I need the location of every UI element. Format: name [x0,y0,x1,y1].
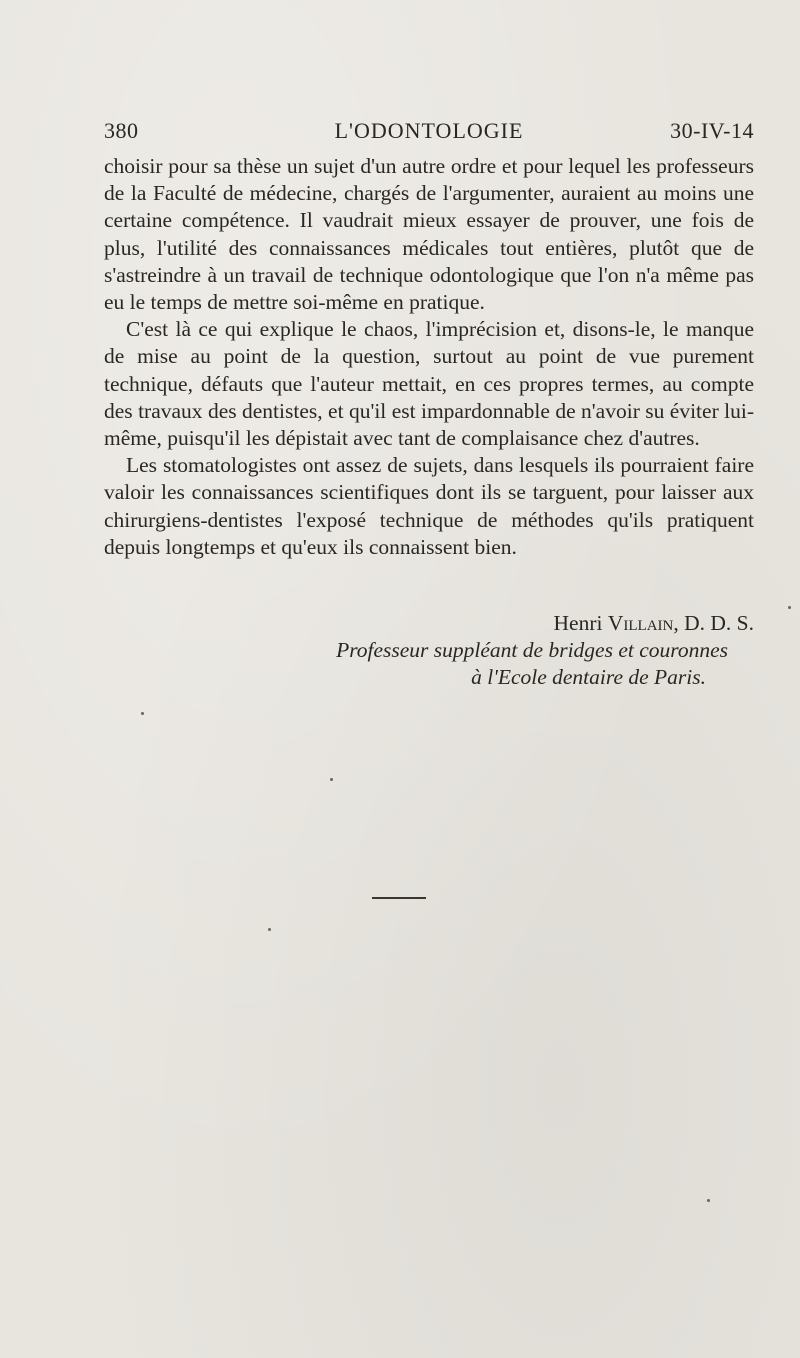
page-number: 380 [104,118,139,143]
author-last-name: Villain [607,611,674,635]
scan-speck [141,712,144,715]
scan-speck [330,778,333,781]
paragraph-2: C'est là ce qui explique le chaos, l'imprécision et, disons-le, le manque de mise au point de la question, surtout au point de vue purement technique, défauts que l'auteur mettait, en ces propres termes, au compte des travaux des dentistes, et qu'il est impardonnable de n'avoir su éviter lui-même, puisqu'il les dépistait avec tant de complaisance chez d'autres. [104,317,754,451]
section-divider [372,897,426,899]
article-body [104,153,754,561]
scan-speck [788,606,791,609]
running-header [104,118,754,148]
author-first-name: Henri [553,611,603,635]
journal-title: L'ODONTOLOGIE [334,118,524,143]
author-signature [104,610,754,637]
scan-speck [268,928,271,931]
paragraph-3: Les stomatologistes ont assez de sujets, dans lesquels ils pourraient faire valoir les connaissances scientifiques dont ils se targuent, pour laisser aux chirurgiens-dentistes l'exposé technique de méthodes qu'ils pratiquent depuis longtemps et qu'eux ils connaissent bien. [104,453,754,559]
author-school: à l'Ecole dentaire de Paris. [471,665,706,689]
scan-speck [707,1199,710,1202]
issue-date: 30-IV-14 [670,118,754,143]
paragraph-1: choisir pour sa thèse un sujet d'un autre ordre et pour lequel les professeurs de la Faculté de médecine, chargés de l'argumenter, auraient au moins une certaine compétence. Il vaudrait mieux essayer de prouver, une fois de plus, l'utilité des connaissances médicales tout entières, plutôt que de s'astreindre à un travail de technique odontologique que l'on n'a même pas eu le temps de mettre soi-même en pratique. [104,154,754,315]
author-role: Professeur suppléant de bridges et couronnes [336,638,728,662]
author-degree: , D. D. S. [673,611,754,635]
